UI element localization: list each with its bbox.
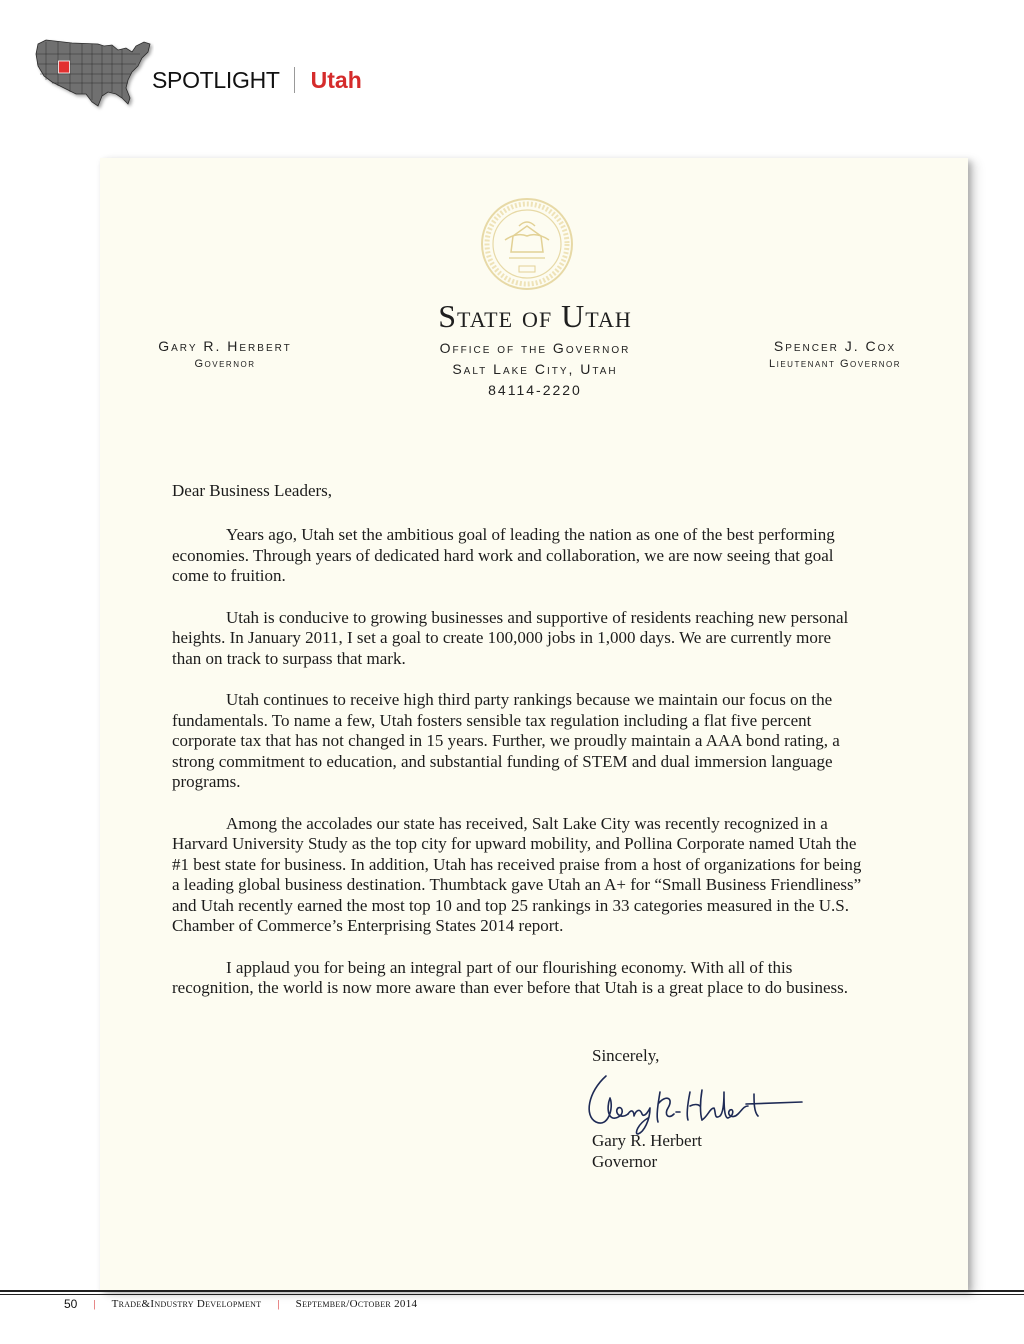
section-label: SPOTLIGHT — [152, 66, 280, 93]
footer-rule — [0, 1290, 1024, 1292]
signer-name: Gary R. Herbert — [592, 1131, 702, 1150]
office-line-2: Salt Lake City, Utah — [452, 361, 618, 377]
paragraph: Years ago, Utah set the ambitious goal of leading the nation as one of the best performing economies. Through years of dedicated hard work and collaboration, we are now seeing that goal come to fruition. — [172, 525, 835, 585]
paragraph: I applaud you for being an integral part of our flourishing economy. With all of this recognition, the world is now more aware than ever before that Utah is a great place to do business. — [172, 957, 848, 997]
footer-separator: | — [277, 1298, 280, 1310]
lt-governor-title: Lieutenant Governor — [768, 358, 901, 370]
footer-rule-thin — [0, 1294, 1024, 1295]
signer-block — [592, 1130, 702, 1172]
page-number: 50 — [64, 1297, 78, 1311]
footer-separator: | — [93, 1298, 96, 1310]
handwritten-signature — [578, 1068, 804, 1138]
us-map-icon — [32, 36, 154, 118]
governor-block — [140, 336, 310, 372]
closing: Sincerely, — [592, 1046, 660, 1065]
paragraph: Among the accolades our state has received, Salt Lake City was recently recognized in a Harvard University Study as the top city for upward mobility, and Pollina Corporate named Utah the #1 best state for business. In addition, Utah has received praise from a host of organizations for being a leading global business destination. Thumbtack gave Utah an A+ for “Small Business Friendliness” and Utah recently earned the most top 10 and top 25 rankings in 33 categories measured in the U.S. Chamber of Commerce’s Enterprising States 2014 report. — [172, 813, 862, 935]
lt-governor-block — [750, 336, 920, 372]
spotlight-title — [152, 64, 362, 96]
letter-body — [172, 525, 862, 1020]
issue-date: September/October 2014 — [295, 1298, 418, 1310]
governor-title: Governor — [194, 358, 256, 370]
governor-name: Gary R. Herbert — [158, 338, 292, 354]
signer-title: Governor — [592, 1152, 658, 1171]
paragraph: Utah is conducive to growing businesses and supportive of residents reaching new personal heights. In January 2011, I set a goal to create 100,000 jobs in 1,000 days. We are currently more than on track to surpass that mark. — [172, 607, 849, 668]
state-name: Utah — [310, 66, 362, 93]
office-address — [350, 338, 720, 401]
page-header — [0, 0, 1024, 130]
page-footer — [64, 1297, 417, 1311]
letterhead-title: State of Utah — [438, 298, 632, 334]
paragraph: Utah continues to receive high third party rankings because we maintain our focus on the fundamentals. To name a few, Utah fosters sensible tax regulation including a flat five percent corporate tax that has not changed in 15 years. Further, we proudly maintain a AAA bond rating, a strong commitment to education, and substantial funding of STEM and dual immersion language programs. — [172, 690, 840, 791]
lt-governor-name: Spencer J. Cox — [773, 338, 897, 354]
letter-page — [100, 158, 968, 1290]
salutation: Dear Business Leaders, — [172, 481, 333, 500]
office-zip: 84114-2220 — [488, 382, 582, 398]
publication-name: Trade&Industry Development — [111, 1298, 262, 1310]
state-seal-icon — [479, 196, 575, 292]
title-divider — [294, 67, 295, 93]
office-line-1: Office of the Governor — [439, 340, 631, 356]
